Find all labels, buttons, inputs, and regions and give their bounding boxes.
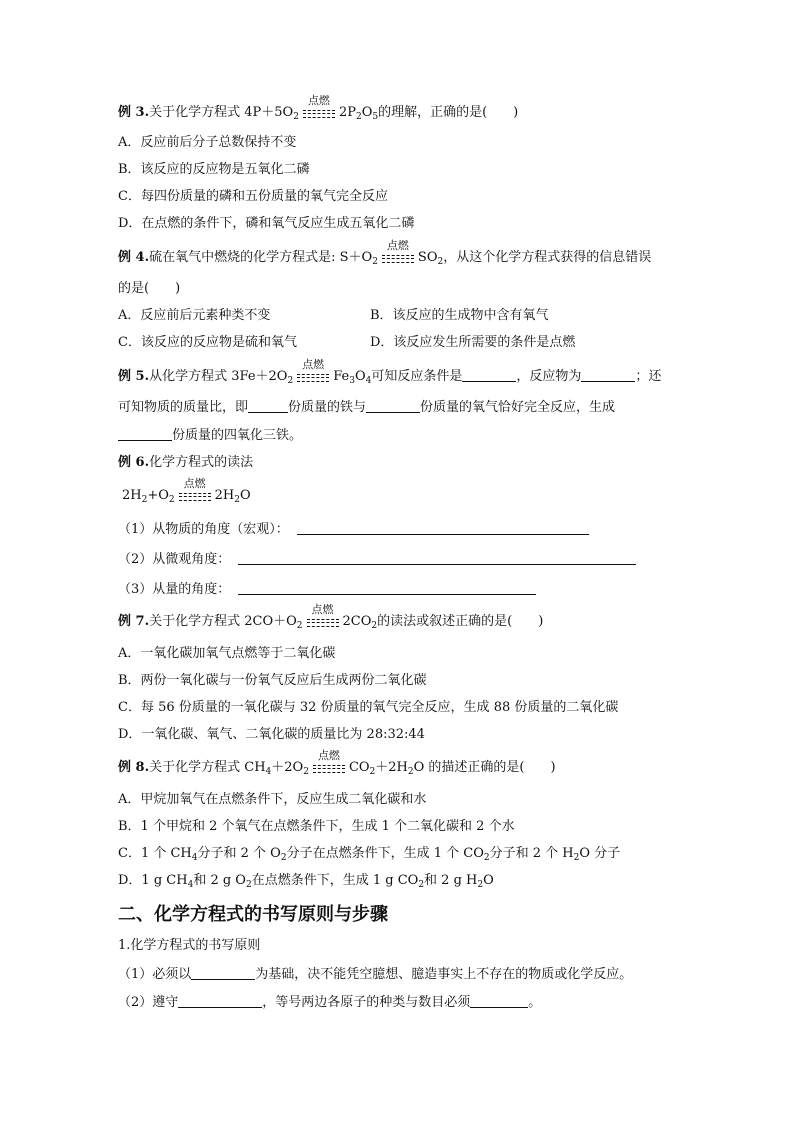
ex7-label: 例 7.: [118, 614, 150, 629]
ex8-option-d: D．1 g $CH_4$和 2 g $O_2$在点燃条件下，生成 1 g $CO_2$和 2 g $H_2O$: [118, 873, 494, 890]
ex5-question: 例 5.从化学方程式 $3Fe+2O_2$ 点燃 $Fe_3O_4$可知反应条件是 ，反应物为 ；还: [118, 358, 662, 386]
ex3-option-b: B．该反应的反应物是五氧化二磷: [118, 162, 310, 177]
ex4-option-a: A．反应前后元素种类不变: [118, 308, 271, 323]
blank-fe3o4-mass[interactable]: [118, 426, 172, 441]
blank-equal[interactable]: [470, 993, 528, 1008]
reaction-condition: 点燃: [311, 759, 347, 773]
reaction-condition: 点燃: [295, 368, 331, 382]
ex5-label: 例 5.: [118, 369, 150, 384]
reaction-condition: 点燃: [177, 487, 213, 501]
blank-condition[interactable]: [462, 367, 516, 382]
blank-fe-mass[interactable]: [248, 398, 288, 413]
section2-subtitle: 1.化学方程式的书写原则: [118, 938, 261, 953]
ex4-option-c: C．该反应的反应物是硫和氧气: [118, 335, 297, 350]
ex4-option-b: B．该反应的生成物中含有氧气: [370, 308, 549, 323]
ex5-line2: 可知物质的质量比，即 份质量的铁与 份质量的氧气恰好完全反应，生成: [118, 400, 616, 415]
ex5-line3: 份质量的四氧化三铁。: [118, 426, 302, 445]
reaction-condition: 点燃: [301, 104, 337, 118]
ex3-option-a: A．反应前后分子总数保持不变: [118, 135, 297, 150]
ex7-question: 例 7.关于化学方程式 $2CO+O_2$ 点燃 $2CO_2$的读法或叙述正确的是( ): [118, 603, 544, 631]
ex7-option-d: D．一氧化碳、氧气、二氧化碳的质量比为 28:32:44: [118, 727, 425, 742]
ex6-label: 例 6.: [118, 455, 150, 470]
ex8-option-c: C．1 个 $CH_4$分子和 2 个 $O_2$分子在点燃条件下，生成 1 个 $CO_2$分子和 2 个 $H_2O$ 分子: [118, 846, 621, 863]
ex7-option-b: B．两份一氧化碳与一份氧气反应后生成两份二氧化碳: [118, 673, 427, 688]
answer-line-macro[interactable]: [297, 520, 589, 535]
blank-reactants[interactable]: [581, 367, 635, 382]
ex4-options-row2: [118, 334, 576, 352]
ex6-item-2: （2）从微观角度：: [118, 550, 636, 569]
blank-law[interactable]: [178, 993, 262, 1008]
reaction-condition: 点燃: [305, 613, 341, 627]
ex8-question: 例 8.关于化学方程式 $CH_4+2O_2$ 点燃 $CO_2+2H_2O$ 的描述正确的是( ): [118, 749, 556, 777]
ex3-option-d: D．在点燃的条件下，磷和氧气反应生成五氧化二磷: [118, 216, 415, 231]
ex8-label: 例 8.: [118, 760, 150, 775]
reaction-condition: 点燃: [380, 249, 416, 263]
section-heading: 二、化学方程式的书写原则与步骤: [118, 904, 388, 925]
ex7-option-a: A．一氧化碳加氧气点燃等于二氧化碳: [118, 646, 336, 661]
answer-line-quantity[interactable]: [238, 580, 536, 595]
ex6-title: 例 6.化学方程式的读法: [118, 455, 254, 470]
ex3-label: 例 3.: [118, 105, 150, 120]
ex6-item-1: （1）从物质的角度（宏观）：: [118, 520, 589, 539]
ex4-question: 例 4.硫在氧气中燃烧的化学方程式是: $S+O_2$ 点燃 $SO_2$，从这个化学方程式获得的信息错误: [118, 239, 652, 267]
answer-line-micro[interactable]: [238, 550, 636, 565]
ex3-option-c: C．每四份质量的磷和五份质量的氧气完全反应: [118, 189, 388, 204]
ex8-option-a: A．甲烷加氧气在点燃条件下，反应生成二氧化碳和水: [118, 792, 427, 807]
ex8-option-b: B．1 个甲烷和 2 个氧气在点燃条件下，生成 1 个二氧化碳和 2 个水: [118, 819, 515, 834]
ex4-option-d: D．该反应发生所需要的条件是点燃: [370, 335, 576, 350]
ex3-question: 例 3.关于化学方程式 $4P+5O_2$ 点燃 $2P_2O_5$的理解，正确的是( ): [118, 94, 519, 122]
ex7-option-c: C．每 56 份质量的一氧化碳与 32 份质量的氧气完全反应，生成 88 份质量的二氧化碳: [118, 700, 619, 715]
ex4-question-cont: 的是( ): [118, 281, 181, 296]
section2-item-1: （1）必须以 为基础，决不能凭空臆想、臆造事实上不存在的物质或化学反应。: [118, 967, 633, 982]
ex4-options-row1: [118, 307, 549, 325]
ex6-item-3: （3）从量的角度：: [118, 580, 536, 599]
ex4-label: 例 4.: [118, 250, 150, 265]
section2-item-2: （2）遵守 ，等号两边各原子的种类与数目必须 。: [118, 995, 542, 1010]
ex6-equation: $2H_2+O_2$ 点燃 $2H_2O$: [122, 477, 251, 505]
blank-basis[interactable]: [191, 965, 255, 980]
blank-o2-mass[interactable]: [366, 398, 420, 413]
